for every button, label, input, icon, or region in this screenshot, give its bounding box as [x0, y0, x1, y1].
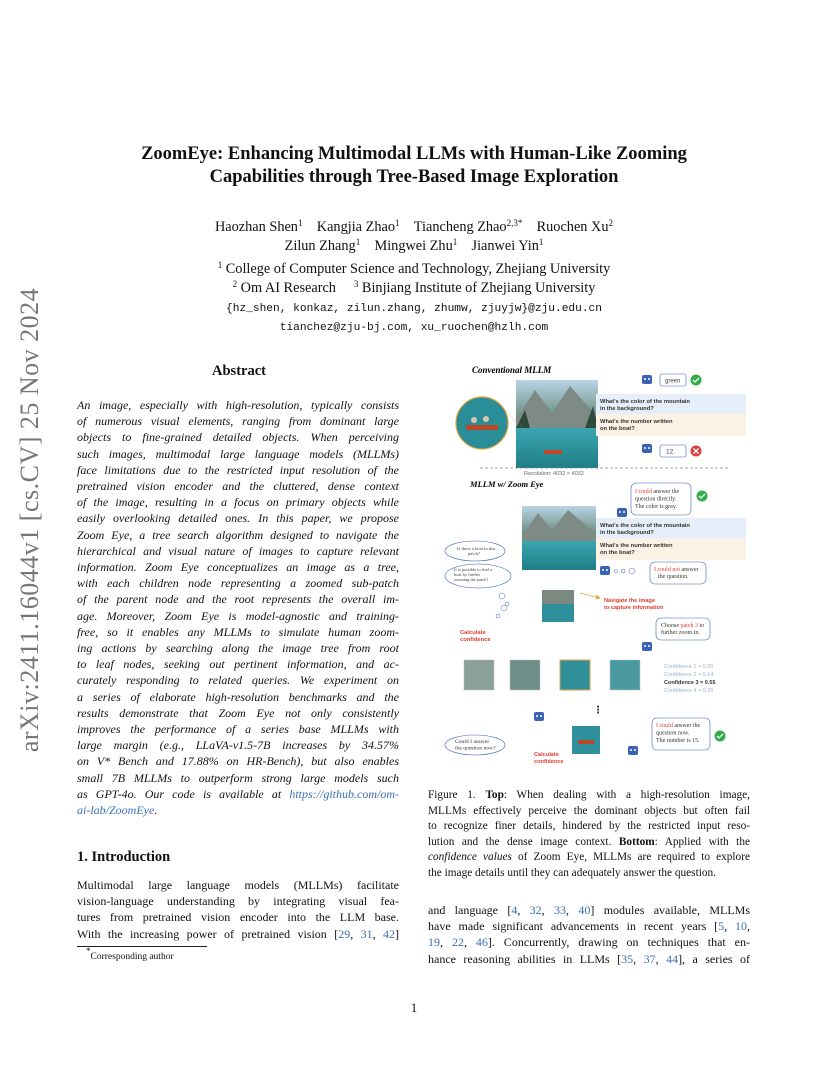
email-line1: {hz_shen, konkaz, zilun.zhang, zhumw, zjuyjw}@zju.edu.cn — [226, 303, 602, 315]
intro-line: Multimodal large language models (MLLMs) facilitate — [77, 878, 399, 892]
resolution-label: Resolution: 4032 × 4032 — [524, 471, 584, 477]
svg-text:Is there a boat in thispatch?: Is there a boat in this patch? — [457, 546, 496, 556]
figure-1 — [430, 358, 750, 778]
confidence-2: Confidence 2 = 0.14 — [664, 672, 714, 678]
abstract-line: curately responding to related queries. We experiment on — [77, 673, 399, 688]
citation-link: 44 — [666, 951, 679, 966]
figure-caption — [428, 788, 750, 882]
author-name: Ruochen Xu — [536, 219, 609, 235]
question-mountain-2: What's the color of the mountain in the background? — [600, 523, 690, 536]
abstract-line: of numerous visual elements, ranging from dominant large — [77, 414, 399, 429]
intro-body-right — [428, 902, 750, 967]
citation-link: 32 — [529, 903, 542, 917]
authors-row2 — [0, 238, 828, 255]
abstract-line: as GPT-4o. Our code is available at https://github.com/om- — [77, 786, 399, 801]
intro-line: tures from pretrained vision encoder into the LLM base. — [77, 910, 399, 925]
citation-link: 22 — [451, 935, 464, 950]
author-name: Zilun Zhang — [284, 238, 356, 254]
abstract-line: ai-lab/ZoomEye. — [77, 803, 158, 818]
affiliation-2-3: $^2$ Om AI Research $^3$ Binjiang Institute of Zhejiang University — [232, 279, 596, 296]
abstract-line: Zoom Eye, a tree search algorithm designed to navigate the — [77, 527, 399, 542]
citation-link: 37 — [643, 951, 656, 966]
abstract-line: face limitations due to the restricted input resolution of the — [77, 462, 399, 477]
patch-row — [464, 660, 640, 690]
citation-link: 4 — [511, 903, 518, 917]
citation-link: 33 — [554, 903, 567, 917]
robot-icon-3 — [617, 508, 627, 517]
bubble-choose — [656, 618, 710, 640]
citation-link: 31 — [360, 926, 373, 941]
authors-row1 — [0, 219, 828, 236]
calc-confidence-1: Calculate confidence — [460, 630, 491, 643]
affiliation-1: $^1$ College of Computer Science and Technology, Zhejiang University — [217, 260, 611, 277]
svg-text:I could answer thequestion now: I could answer the question now. The number is 15. — [656, 723, 701, 744]
caption-bold: Top — [485, 789, 504, 801]
check-icon-3 — [715, 731, 726, 742]
abstract-line: small 7B MLLMs to outperform strong large models such — [77, 770, 399, 785]
code-link-cont: ai-lab/ZoomEye — [77, 803, 155, 818]
author-name: Jianwei Yin — [471, 238, 539, 254]
bubble-cannot — [650, 562, 706, 584]
question-bubble-1 — [596, 394, 746, 416]
author-name: Mingwei Zhu — [374, 238, 453, 254]
citation-link: 35 — [621, 951, 634, 966]
svg-text:It is possible to find aboat b: It is possible to find a boat by further zooming the patch? — [454, 567, 492, 582]
abstract-line: age. Moreover, Zoom Eye is model-agnostic and training- — [77, 608, 399, 623]
abstract-line: such images, multimodal large language models (MLLMs) — [77, 446, 399, 461]
intro-body-left — [77, 877, 399, 942]
caption-line: confidence values of Zoom Eye, MLLMs are required to explore — [428, 851, 750, 864]
citation-link: 46 — [475, 935, 488, 950]
abstract-line: An image, especially with high-resolution, typically consists — [77, 398, 399, 412]
confidence-3: Confidence 3 = 0.55 — [664, 680, 716, 686]
paper-title-line1: ZoomEye: Enhancing Multimodal LLMs with Human-Like Zooming — [141, 144, 687, 164]
author-affil-sup: 2 — [608, 218, 613, 228]
navigate-label: Navigate the image to capture information — [604, 598, 664, 611]
author-affil-sup: 1 — [394, 218, 400, 228]
footnote-rule — [77, 946, 207, 947]
citation-link: 29 — [338, 926, 351, 941]
abstract-line: information. Zoom Eye conceptualizes an image as a tree, — [77, 560, 399, 575]
abstract-line: free, so it enables any MLLMs to simulate human zoom- — [77, 624, 399, 639]
caption-line: MLLMs effectively perceive the dominant objects but often fail — [428, 804, 750, 817]
svg-text:I could not answerthe question: I could not answer the question. — [654, 567, 699, 580]
svg-text:Could I answerthe question now: Could I answer the question now? — [455, 739, 496, 752]
answer-12: 12. — [666, 448, 676, 456]
intro-line: hance reasoning abilities in LLMs [35, 37, 44], a series of — [428, 951, 751, 966]
code-link: https://github.com/om- — [289, 786, 399, 801]
arxiv-id: arXiv:2411.16044v1 [cs.CV] 25 Nov 2024 — [15, 287, 44, 753]
answer-direct: I could answer the question directly. The color is gray. — [635, 489, 680, 510]
author-affil-sup: 1 — [538, 237, 544, 247]
robot-icon-6 — [534, 712, 544, 721]
page-number: 1 — [410, 1000, 418, 1015]
question-bubble-2 — [596, 414, 746, 436]
intro-heading: 1. Introduction — [77, 849, 171, 865]
svg-text:Choose patch 3 tofurther zoom: Choose patch 3 to further zoom in. — [661, 623, 705, 636]
author-name: Tiancheng Zhao — [413, 219, 507, 235]
author-affil-sup: 1 — [452, 237, 458, 247]
abstract-line: improves the performance of a series base MLLMs with — [77, 722, 399, 737]
intro-line: vision-language understanding by integrating visual fea- — [77, 894, 399, 909]
caption-line: Figure 1. Top: When dealing with a high-resolution image, — [428, 789, 750, 801]
author-affil-sup: 1 — [297, 218, 303, 228]
calc-confidence-2: Calculate confidence — [534, 752, 564, 765]
abstract-line: easily overlooking detailed ones. In this paper, we propose — [77, 511, 399, 526]
abstract-line: ing actions by searching along the image tree from root — [77, 641, 399, 656]
caption-line: the image details until they can adequately answer the question. — [428, 866, 716, 879]
author-name: Kangjia Zhao — [316, 219, 395, 235]
abstract-line: with each children node representing a zoomed sub-patch — [77, 576, 399, 591]
abstract-heading: Abstract — [212, 363, 266, 379]
check-icon-2 — [697, 491, 708, 502]
citation-link: 5 — [718, 919, 725, 934]
confidence-1: Confidence 1 = 0.05 — [664, 664, 714, 670]
intro-line: With the increasing power of pretrained vision [29, 31, 42] — [77, 926, 400, 941]
author-name: Haozhan Shen — [214, 219, 298, 235]
robot-icon — [642, 375, 652, 384]
abstract-line: objects to fine-grained detailed objects. When perceiving — [77, 430, 399, 445]
author-affil-sup: 1 — [355, 237, 361, 247]
robot-icon-4 — [600, 566, 610, 575]
abstract-line: pretrained vision encoder and the cluttered, dense context — [77, 479, 399, 494]
check-icon — [691, 375, 702, 386]
caption-italic: confidence values — [428, 851, 512, 864]
zoom-eye-label: MLLM w/ Zoom Eye — [470, 479, 544, 489]
citation-link: 19 — [428, 935, 440, 950]
question-boat: What's the number written on the boat? — [600, 419, 673, 432]
question-mountain: What's the color of the mountain in the background? — [600, 399, 690, 412]
abstract-line: results demonstrate that Zoom Eye not only consistently — [77, 705, 399, 720]
citation-link: 40 — [578, 903, 591, 917]
robot-icon-2 — [642, 444, 652, 453]
citation-link: 42 — [383, 926, 396, 941]
author-affil-sup: 2,3* — [506, 218, 523, 228]
zoom-landscape-image — [522, 506, 596, 570]
intro-line: and language [4, 32, 33, 40] modules available, MLLMs — [428, 903, 751, 917]
confidence-4: Confidence 4 = 0.26 — [664, 688, 714, 694]
cross-icon — [691, 446, 702, 457]
caption-line: to recognize finer details, hindered by the restricted input reso- — [428, 820, 750, 833]
abstract-line: of the image, resulting in a focus on primary objects while — [77, 495, 399, 510]
abstract-line: on V* Bench and 17.88% on HR-Bench), but also enables — [77, 754, 399, 769]
intro-line: have made significant advancements in recent years [5, 10, — [428, 919, 751, 934]
question-boat-2: What's the number written on the boat? — [600, 543, 673, 556]
citation-link: 10 — [735, 919, 748, 934]
abstract-body — [77, 397, 399, 818]
robot-icon-5 — [642, 642, 652, 651]
conventional-mllm-label: Conventional MLLM — [472, 365, 552, 375]
intro-line: 19, 22, 46]. Concurrently, drawing on techniques that en- — [428, 935, 750, 950]
abstract-line: hierarchical and visual nature of images to capture relevant — [77, 543, 399, 558]
abstract-line: of the parent node and the root represents the overall im- — [77, 592, 399, 607]
answer-green: green — [665, 378, 681, 385]
abstract-line: large margin (e.g., LLaVA-v1.5-7B increases by 34.57% — [77, 738, 399, 753]
caption-line: lution and the dense image context. Bottom: Applied with the — [428, 835, 750, 848]
paper-title-line2: Capabilities through Tree-Based Image Exploration — [209, 167, 619, 187]
footnote: *Corresponding author — [86, 946, 174, 962]
abstract-line: to leaf nodes, seeking out pertinent information, and ac- — [77, 657, 399, 672]
caption-bold: Bottom — [618, 835, 655, 848]
email-line2: tianchez@zju-bj.com, xu_ruochen@hzlh.com — [279, 322, 549, 334]
svg-text:⋮: ⋮ — [593, 705, 603, 716]
top-landscape-image — [516, 380, 598, 468]
abstract-line: a series of elaborate high-resolution benchmarks and the — [77, 689, 399, 704]
robot-icon-7 — [628, 746, 638, 755]
